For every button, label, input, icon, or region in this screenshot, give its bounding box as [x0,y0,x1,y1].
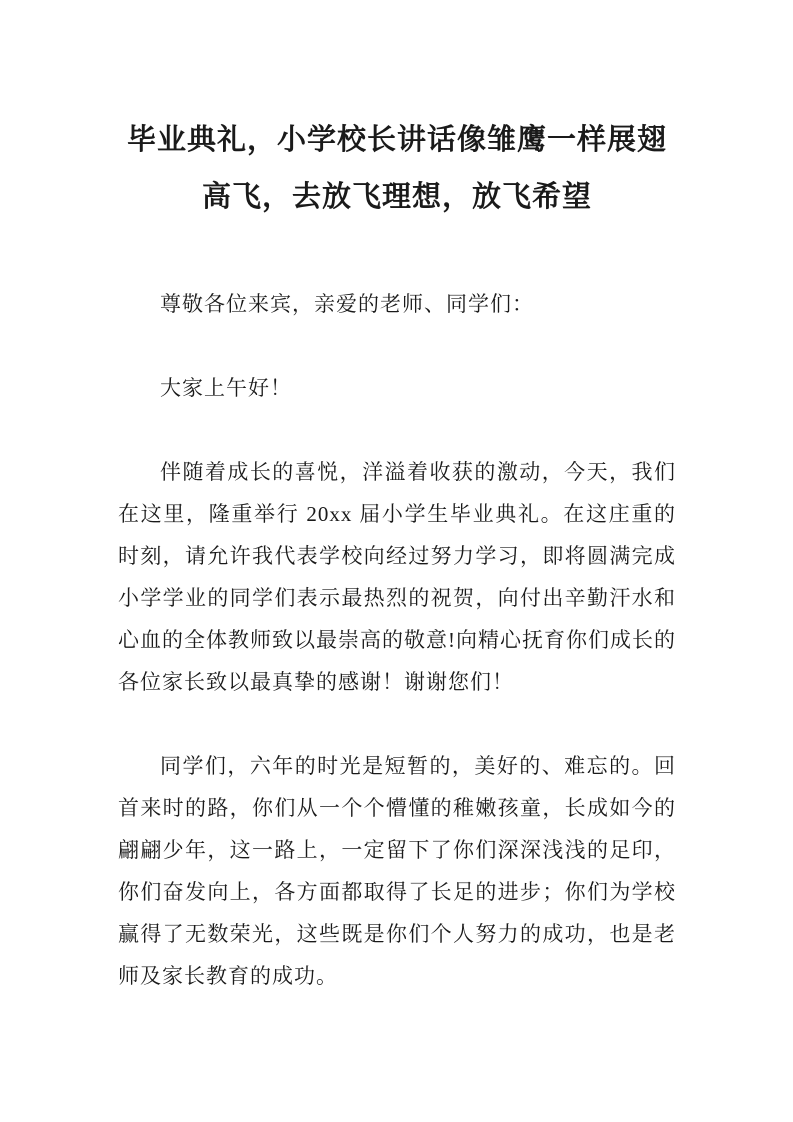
document-title: 毕业典礼，小学校长讲话像雏鹰一样展翅高飞，去放飞理想，放飞希望 [126,124,667,213]
paragraph-salutation: 尊敬各位来宾，亲爱的老师、同学们： [160,292,534,316]
paragraph-ceremony-opening: 伴随着成长的喜悦，洋溢着收获的激动，今天，我们在这里，隆重举行 20xx 届小学生毕业典礼。在这庄重的时刻，请允许我代表学校向经过努力学习，即将圆满完成小学学业的同学们表示最热烈的祝贺，向付出辛勤汗水和心血的全体教师致以最崇高的敬意!向精心抚育你们成长的各位家长致以最真挚的感谢！谢谢您们！ [118,460,676,694]
paragraph-students-growth: 同学们，六年的时光是短暂的，美好的、难忘的。回首来时的路，你们从一个个懵懂的稚嫩孩童，长成如今的翩翩少年，这一路上，一定留下了你们深深浅浅的足印，你们奋发向上，各方面都取得了长足的进步；你们为学校赢得了无数荣光，这些既是你们个人努力的成功，也是老师及家长教育的成功。 [118,754,676,988]
paragraph-greeting: 大家上午好！ [160,376,292,400]
